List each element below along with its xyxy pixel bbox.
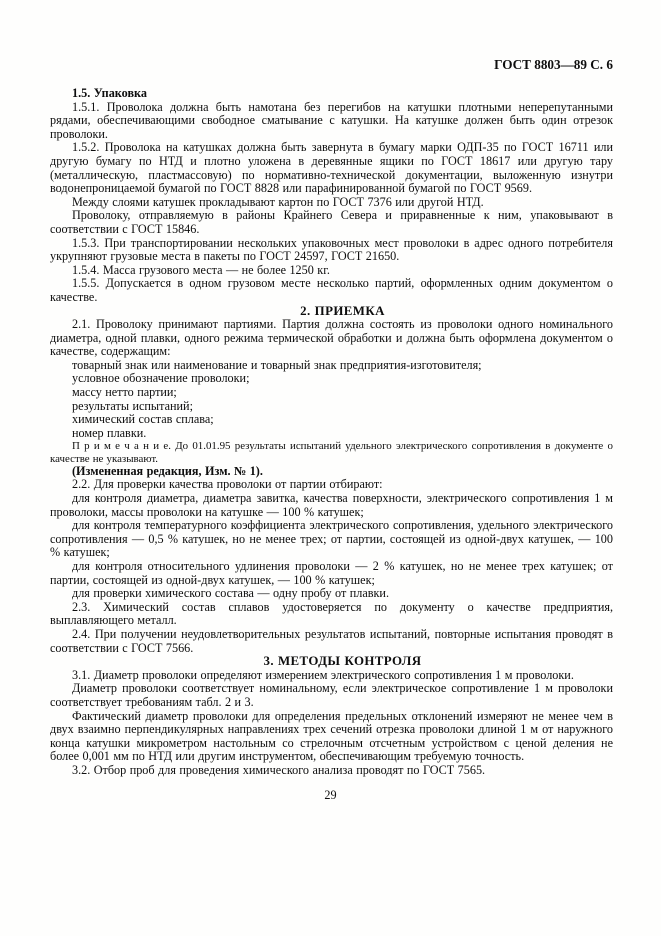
document-body <box>50 87 613 778</box>
list-item: условное обозначение проволоки; <box>72 371 250 386</box>
paragraph: 3.2. Отбор проб для проведения химического анализа проводят по ГОСТ 7565. <box>72 762 486 777</box>
paragraph: Фактический диаметр проволоки для определения предельных отклонений измеряют не менее чем в двух взаимно перпендикулярных направлениях трех сечений отрезка проволоки длиной 1 м от наружного конца катушки микрометром настольным со стрелочным отсчетным устройством с ценой деления не более 0,001 мм по НТД или другим инструментом, обеспечивающим требуемую точность. <box>50 708 613 764</box>
paragraph: 2.2. Для проверки качества проволоки от партии отбирают: <box>72 477 383 492</box>
paragraph: Проволоку, отправляемую в районы Крайнего Севера и приравненные к ним, упаковывают в соответствии с ГОСТ 15846. <box>50 208 613 236</box>
paragraph: 1.5.1. Проволока должна быть намотана без перегибов на катушки плотными неперепутанными рядами, обеспечивающими свободное сматывание с катушки. На катушке должен быть один отрезок проволоки. <box>50 99 613 141</box>
clause-heading: 1.5. Упаковка <box>72 86 147 100</box>
paragraph: 3.1. Диаметр проволоки определяют измерением электрического сопротивления 1 м проволоки. <box>72 667 574 682</box>
paragraph: 1.5.3. При транспортировании нескольких упаковочных мест проволоки в адрес одного потребителя укрупняют грузовые места в пакеты по ГОСТ 24597, ГОСТ 21650. <box>50 235 613 264</box>
paragraph: 2.4. При получении неудовлетворительных результатов испытаний, повторные испытания проводят в соответствии с ГОСТ 7566. <box>50 626 613 655</box>
paragraph: Между слоями катушек прокладывают картон по ГОСТ 7376 или другой НТД. <box>72 194 484 209</box>
paragraph: 1.5.2. Проволока на катушках должна быть завернута в бумагу марки ОДП-35 по ГОСТ 16711 или другую бумагу по НТД и плотно уложена в деревянные ящики по ГОСТ 18617 или другую тару (металлическую, пластмассовую) по нормативно-технической документации, выложенную изнутри водонепроницаемой бумагой по ГОСТ 8828 или парафинированной бумагой по ГОСТ 9569. <box>50 140 613 196</box>
paragraph: 1.5.5. Допускается в одном грузовом месте несколько партий, оформленных одним документом о качестве. <box>50 276 613 304</box>
paragraph: 1.5.4. Масса грузового места — не более 1250 кг. <box>72 262 330 277</box>
document-reference: ГОСТ 8803—89 С. 6 <box>494 57 613 72</box>
paragraph: для проверки химического состава — одну пробу от плавки. <box>72 586 389 601</box>
paragraph: 2.3. Химический состав сплавов удостоверяется по документу о качестве предприятия, выплавляющего металл. <box>50 599 613 628</box>
paragraph: Диаметр проволоки соответствует номинальному, если электрическое сопротивление 1 м проволоки соответствует требованиям табл. 2 и 3. <box>50 681 613 709</box>
paragraph: для контроля относительного удлинения проволоки — 2 % катушек, но не менее трех катушек; от партии, состоящей из одной-двух катушек, — 100 % катушек; <box>50 559 613 587</box>
paragraph: для контроля диаметра, диаметра завитка, качества поверхности, электрического сопротивления 1 м проволоки, массы проволоки на катушке — 100 % катушек; <box>50 491 613 519</box>
list-item: номер плавки. <box>72 425 147 440</box>
list-item: товарный знак или наименование и товарный знак предприятия-изготовителя; <box>72 357 482 372</box>
amendment-notice: (Измененная редакция, Изм. № 1). <box>72 463 263 478</box>
note-paragraph: П р и м е ч а н и е. До 01.01.95 результаты испытаний удельного электрического сопротивления в документе о качестве не указывают. <box>50 440 613 465</box>
page-number: 29 <box>324 787 337 802</box>
paragraph: 2.1. Проволоку принимают партиями. Партия должна состоять из проволоки одного номинального диаметра, одной плавки, одного режима термической обработки и должна быть оформлена документом о качестве, содержащим: <box>50 317 613 359</box>
list-item: результаты испытаний; <box>72 398 193 413</box>
paragraph: для контроля температурного коэффициента электрического сопротивления, удельного электрического сопротивления — 0,5 % катушек, но не менее трех; от партии, состоящей из одной-двух катушек, — 100 % катушек; <box>50 518 613 560</box>
section-heading: 2. ПРИЕМКА <box>300 303 385 318</box>
section-heading: 3. МЕТОДЫ КОНТРОЛЯ <box>263 654 422 669</box>
list-item: химический состав сплава; <box>72 412 214 427</box>
list-item: массу нетто партии; <box>72 385 177 400</box>
